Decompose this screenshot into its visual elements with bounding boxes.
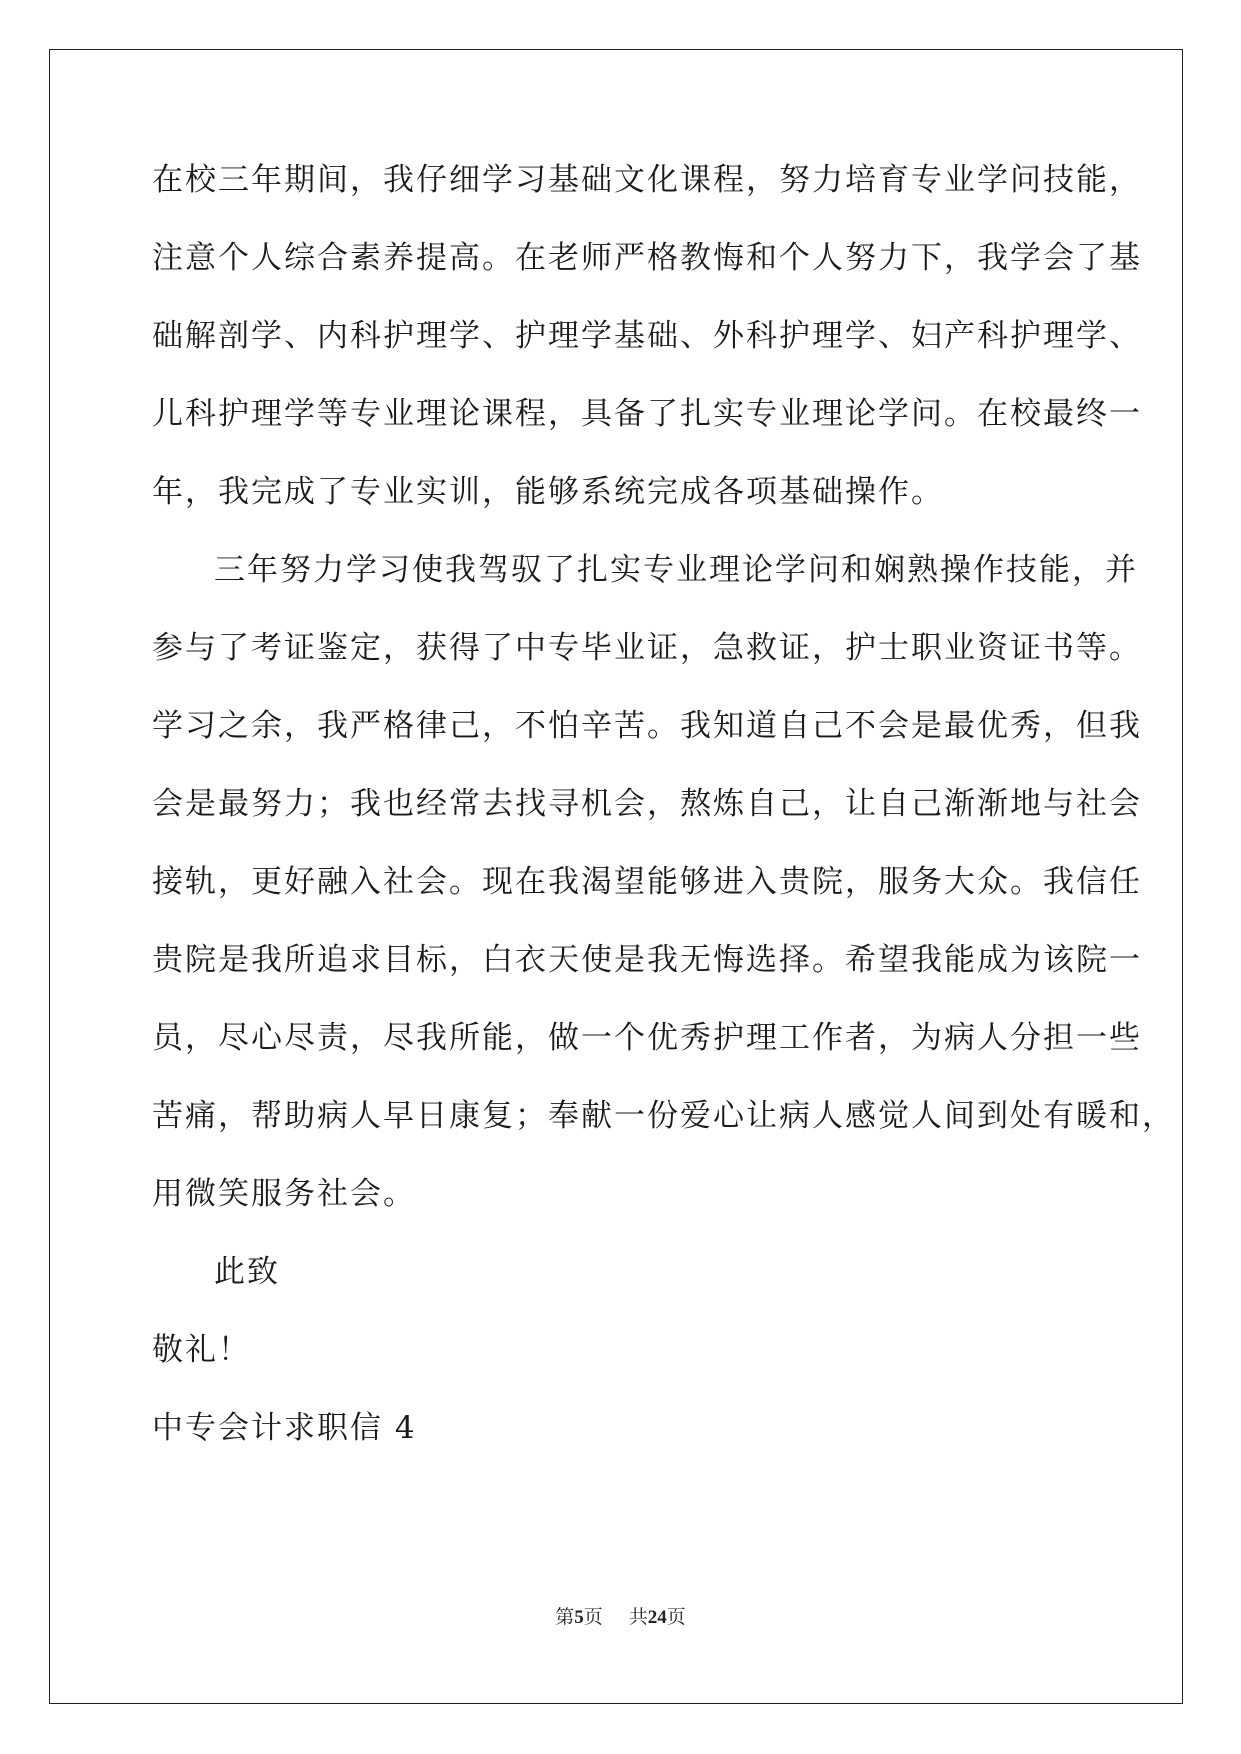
text-line: 注意个人综合素养提高。在老师严格教悔和个人努力下，我学会了基 [152, 240, 1142, 276]
text-line: 苦痛，帮助病人早日康复；奉献一份爱心让病人感觉人间到处有暖和， [152, 1098, 1175, 1134]
document-body [152, 152, 1175, 1478]
text-line: 用微笑服务社会。 [152, 1176, 416, 1212]
text-line: 会是最努力；我也经常去找寻机会，熬炼自己，让自己渐渐地与社会 [152, 786, 1142, 822]
text-line: 础解剖学、内科护理学、护理学基础、外科护理学、妇产科护理学、 [152, 318, 1142, 354]
page-prefix: 第 [555, 1607, 575, 1628]
page-number: 5 [574, 1607, 584, 1628]
text-line: 年，我完成了专业实训，能够系统完成各项基础操作。 [152, 474, 944, 510]
text-line: 员，尽心尽责，尽我所能，做一个优秀护理工作者，为病人分担一些 [152, 1020, 1142, 1056]
total-prefix: 共 [628, 1607, 648, 1628]
text-line: 儿科护理学等专业理论课程，具备了扎实专业理论学问。在校最终一 [152, 396, 1142, 432]
text-line: 学习之余，我严格律己，不怕辛苦。我知道自己不会是最优秀，但我 [152, 708, 1142, 744]
total-pages: 24 [647, 1607, 667, 1628]
text-line: 贵院是我所追求目标，白衣天使是我无悔选择。希望我能成为该院一 [152, 942, 1142, 978]
total-suffix: 页 [666, 1607, 686, 1628]
text-line: 三年努力学习使我驾驭了扎实专业理论学问和娴熟操作技能，并 [214, 552, 1138, 588]
text-line: 参与了考证鉴定，获得了中专毕业证，急救证，护士职业资证书等。 [152, 630, 1142, 666]
page-footer [0, 1602, 1241, 1629]
text-line: 接轨，更好融入社会。现在我渴望能够进入贵院，服务大众。我信任 [152, 864, 1142, 900]
closing-regards: 敬礼！ [152, 1332, 251, 1368]
page-suffix: 页 [583, 1607, 603, 1628]
section-heading: 中专会计求职信 4 [152, 1410, 417, 1446]
text-line: 在校三年期间，我仔细学习基础文化课程，努力培育专业学问技能， [152, 162, 1142, 198]
closing-salutation: 此致 [214, 1254, 280, 1290]
